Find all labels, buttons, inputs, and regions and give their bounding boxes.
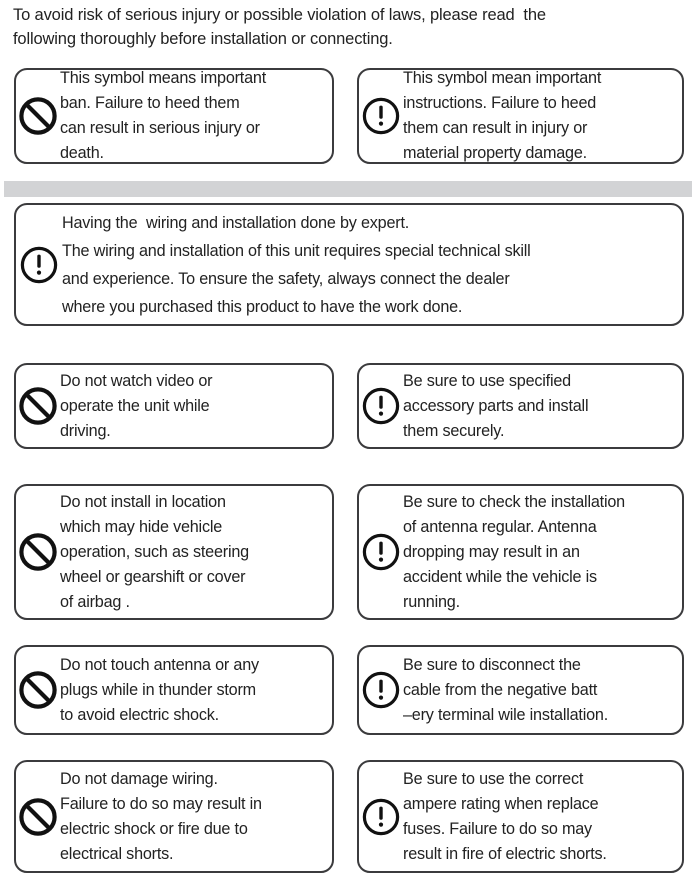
notice-line: This symbol mean important xyxy=(403,69,602,87)
notice-line: accessory parts and install xyxy=(403,396,589,415)
notice-line: of antenna regular. Antenna xyxy=(403,517,597,536)
notice-box-fuse xyxy=(357,760,684,873)
notice-line: to avoid electric shock. xyxy=(60,705,219,724)
notice-box-accessory xyxy=(357,363,684,449)
notice-line: electric shock or fire due to xyxy=(60,819,248,838)
notice-line: them can result in injury or xyxy=(403,119,588,137)
notice-line: operate the unit while xyxy=(60,396,210,415)
notice-line: result in fire of electric shorts. xyxy=(403,844,607,863)
prohibition-icon xyxy=(16,386,60,426)
notice-line: fuses. Failure to do so may xyxy=(403,819,592,838)
notice-text xyxy=(60,490,332,615)
notice-box-no-damage xyxy=(14,760,334,873)
prohibition-icon xyxy=(16,797,60,837)
notice-line: running. xyxy=(403,592,460,611)
notice-box-battery xyxy=(357,645,684,735)
notice-line: This symbol means important xyxy=(60,69,267,87)
notice-line: them securely. xyxy=(403,421,505,440)
notice-text xyxy=(60,767,332,867)
exclamation-warning-icon xyxy=(359,797,403,837)
notice-box-antenna xyxy=(357,484,684,620)
notice-text xyxy=(60,369,332,444)
notice-line: cable from the negative batt xyxy=(403,680,598,699)
notice-box-warn-legend xyxy=(357,68,684,164)
notice-line: Having the wiring and installation done by expert. xyxy=(62,213,410,232)
notice-box-ban-legend xyxy=(14,68,334,164)
notice-text xyxy=(60,66,332,166)
notice-line: The wiring and installation of this unit requires special technical skill xyxy=(62,241,531,260)
notice-line: Failure to do so may result in xyxy=(60,794,262,813)
exclamation-warning-icon xyxy=(359,386,403,426)
exclamation-warning-icon xyxy=(16,245,62,285)
notice-line: Be sure to disconnect the xyxy=(403,655,581,674)
notice-line: plugs while in thunder storm xyxy=(60,680,256,699)
notice-line: Be sure to check the installation xyxy=(403,492,625,511)
prohibition-icon xyxy=(16,532,60,572)
notice-line: Do not install in location xyxy=(60,492,226,511)
notice-line: Do not damage wiring. xyxy=(60,769,218,788)
notice-line: dropping may result in an xyxy=(403,542,580,561)
notice-text xyxy=(403,66,682,166)
notice-line: Be sure to use specified xyxy=(403,371,571,390)
exclamation-warning-icon xyxy=(359,670,403,710)
intro-line-1: To avoid risk of serious injury or possible violation of laws, please read the xyxy=(13,6,546,24)
notice-line: operation, such as steering xyxy=(60,542,249,561)
notice-line: instructions. Failure to heed xyxy=(403,94,597,112)
notice-text xyxy=(62,209,682,321)
notice-line: and experience. To ensure the safety, always connect the dealer xyxy=(62,269,510,288)
notice-line: material property damage. xyxy=(403,144,587,162)
notice-text xyxy=(403,653,682,728)
notice-line: can result in serious injury or xyxy=(60,119,260,137)
exclamation-warning-icon xyxy=(359,96,403,136)
notice-line: –ery terminal wile installation. xyxy=(403,705,609,724)
notice-line: electrical shorts. xyxy=(60,844,174,863)
notice-box-no-install xyxy=(14,484,334,620)
notice-line: of airbag . xyxy=(60,592,130,611)
notice-line: ban. Failure to heed them xyxy=(60,94,240,112)
notice-line: where you purchased this product to have the work done. xyxy=(62,297,463,316)
notice-text xyxy=(403,490,682,615)
notice-line: driving. xyxy=(60,421,111,440)
notice-box-no-touch xyxy=(14,645,334,735)
notice-text xyxy=(403,767,682,867)
intro-line-2: following thoroughly before installation or connecting. xyxy=(13,30,393,48)
notice-line: Be sure to use the correct xyxy=(403,769,584,788)
section-divider-bar xyxy=(4,181,692,197)
notice-text xyxy=(60,653,332,728)
notice-box-no-watch xyxy=(14,363,334,449)
notice-line: death. xyxy=(60,144,104,162)
notice-text xyxy=(403,369,682,444)
prohibition-icon xyxy=(16,96,60,136)
notice-line: accident while the vehicle is xyxy=(403,567,597,586)
notice-line: Do not watch video or xyxy=(60,371,213,390)
prohibition-icon xyxy=(16,670,60,710)
exclamation-warning-icon xyxy=(359,532,403,572)
notice-box-expert xyxy=(14,203,684,326)
notice-line: which may hide vehicle xyxy=(60,517,223,536)
notice-line: ampere rating when replace xyxy=(403,794,599,813)
notice-line: Do not touch antenna or any xyxy=(60,655,259,674)
notice-line: wheel or gearshift or cover xyxy=(60,567,246,586)
intro-paragraph xyxy=(13,3,681,51)
